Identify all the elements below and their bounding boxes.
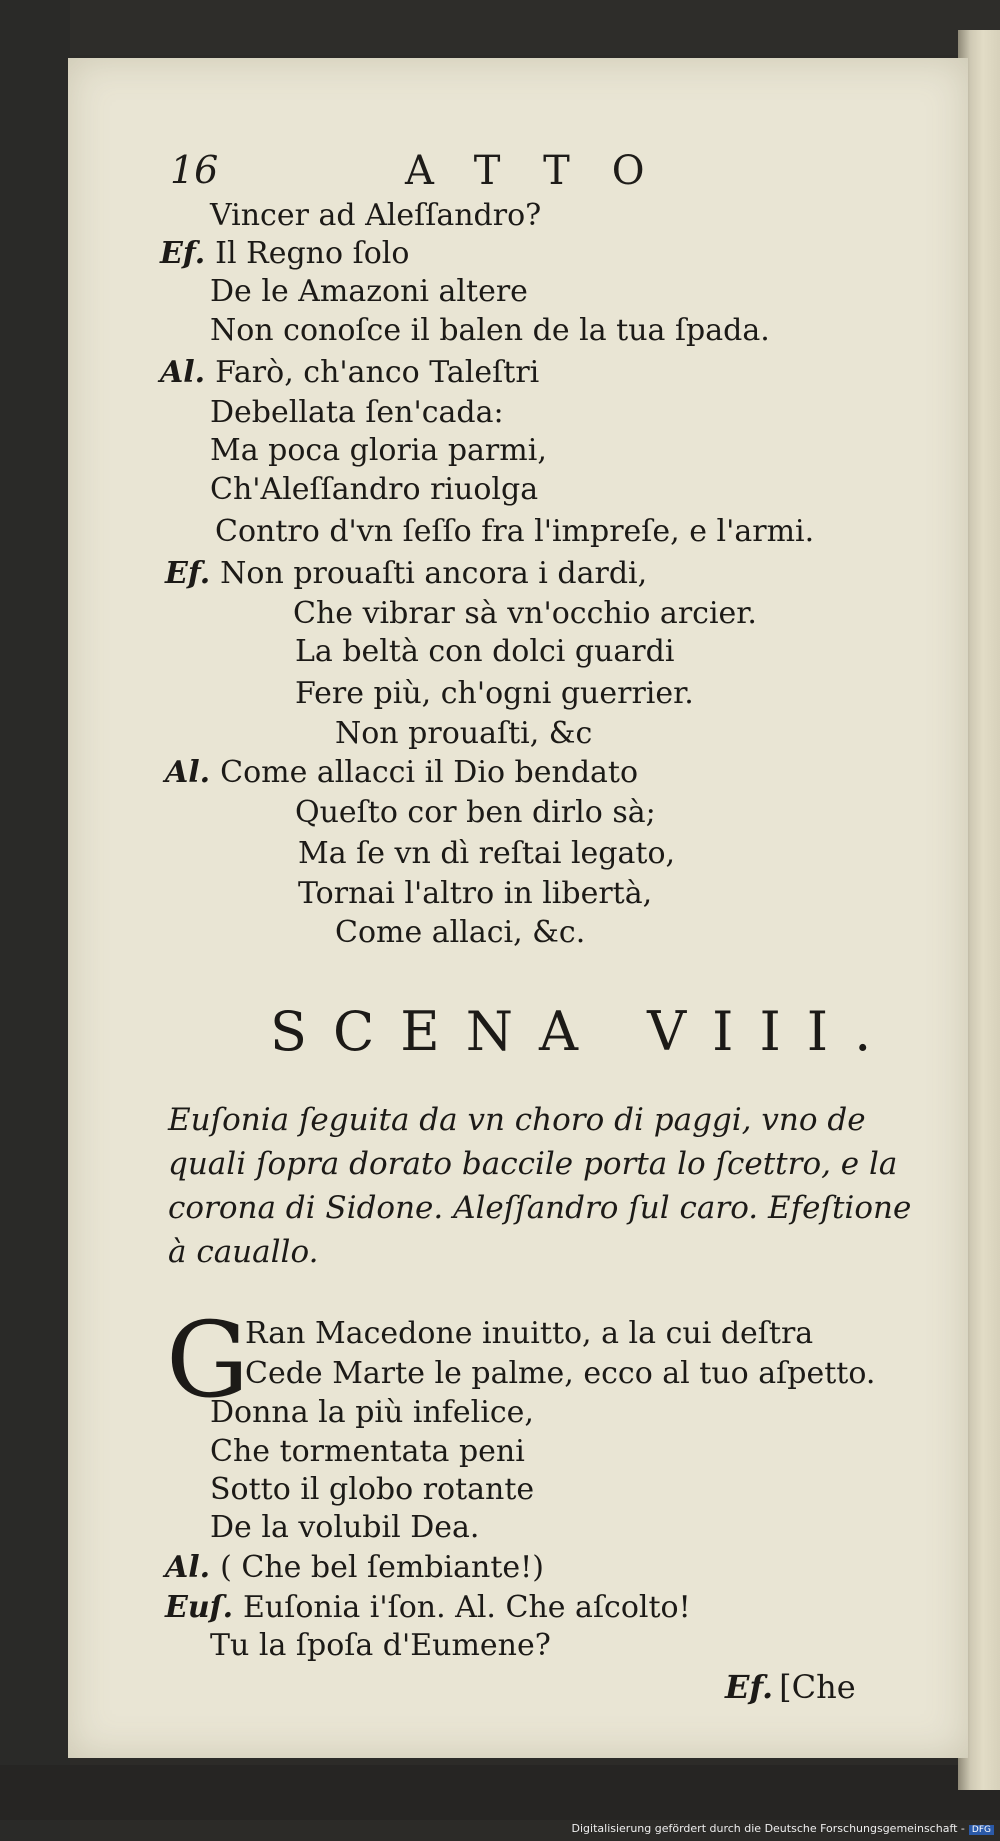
drop-cap: G (166, 1299, 250, 1421)
page-header (170, 148, 730, 198)
verse-line: Tu la ſpoſa d'Eumene? (210, 1628, 551, 1663)
scan-background-top (0, 0, 1000, 55)
scan-background-left (0, 0, 70, 1841)
verse-line: Come allaci, &c. (335, 915, 586, 950)
verse-line: Sotto il globo rotante (210, 1472, 535, 1507)
verse-line: Vincer ad Aleſſandro? (210, 198, 542, 233)
verse-line: Ef. Il Regno ſolo (160, 236, 410, 271)
running-head: ATTO (405, 148, 687, 194)
scan-background-bottom (0, 1765, 1000, 1820)
verse-line: Donna la più infelice, (210, 1395, 534, 1430)
verse-line: Debellata ſen'cada: (210, 395, 504, 430)
verse-line: Queſto cor ben dirlo sà; (295, 795, 656, 830)
verse-line: Ma poca gloria parmi, (210, 433, 547, 468)
verse-line: Ran Macedone inuitto, a la cui deſtra (245, 1316, 814, 1351)
verse-line: Contro d'vn ſeſſo fra l'impreſe, e l'armi. (215, 514, 815, 549)
verse-line: Tornai l'altro in libertà, (298, 876, 653, 911)
verse-line: La beltà con dolci guardi (295, 634, 675, 669)
verse-line: Al. ( Che bel ſembiante!) (165, 1550, 544, 1585)
scene-title: SCENA VIII. (270, 1000, 898, 1063)
verse-line: Ma ſe vn dì reſtai legato, (298, 836, 676, 871)
verse-line: Al. Farò, ch'anco Taleſtri (160, 355, 540, 390)
verse-line: Ef. Non prouaſti ancora i dardi, (165, 556, 648, 591)
verse-line: Al. Come allacci il Dio bendato (165, 755, 639, 790)
verse-line: Che vibrar sà vn'occhio arcier. (293, 596, 757, 631)
digitization-footer: Digitalisierung gefördert durch die Deutsche Forschungsgemeinschaft - DFG (572, 1822, 994, 1835)
verse-line: Fere più, ch'ogni guerrier. (295, 676, 694, 711)
verse-line: Non conoſce il balen de la tua ſpada. (210, 313, 770, 348)
verse-line: Ch'Aleſſandro riuolga (210, 472, 539, 507)
verse-line: De le Amazoni altere (210, 274, 528, 309)
dfg-logo: DFG (969, 1825, 994, 1835)
verse-line: De la volubil Dea. (210, 1510, 480, 1545)
stage-direction: Euſonia ſeguita da vn choro di paggi, vno de quali ſopra dorato baccile porta lo ſcettro, e la corona di Sidone. Aleſſandro ſul caro. Efeſtione à cauallo. (168, 1102, 912, 1270)
verse-line: Che tormentata peni (210, 1434, 525, 1469)
verse-line: Euſ. Euſonia i'ſon. Al. Che aſcolto! (165, 1590, 691, 1625)
catchword: Ef. [Che (725, 1668, 856, 1706)
page-number: 16 (170, 148, 219, 192)
verse-line: Non prouaſti, &c (335, 716, 593, 751)
verse-line: Cede Marte le palme, ecco al tuo aſpetto. (245, 1356, 876, 1391)
